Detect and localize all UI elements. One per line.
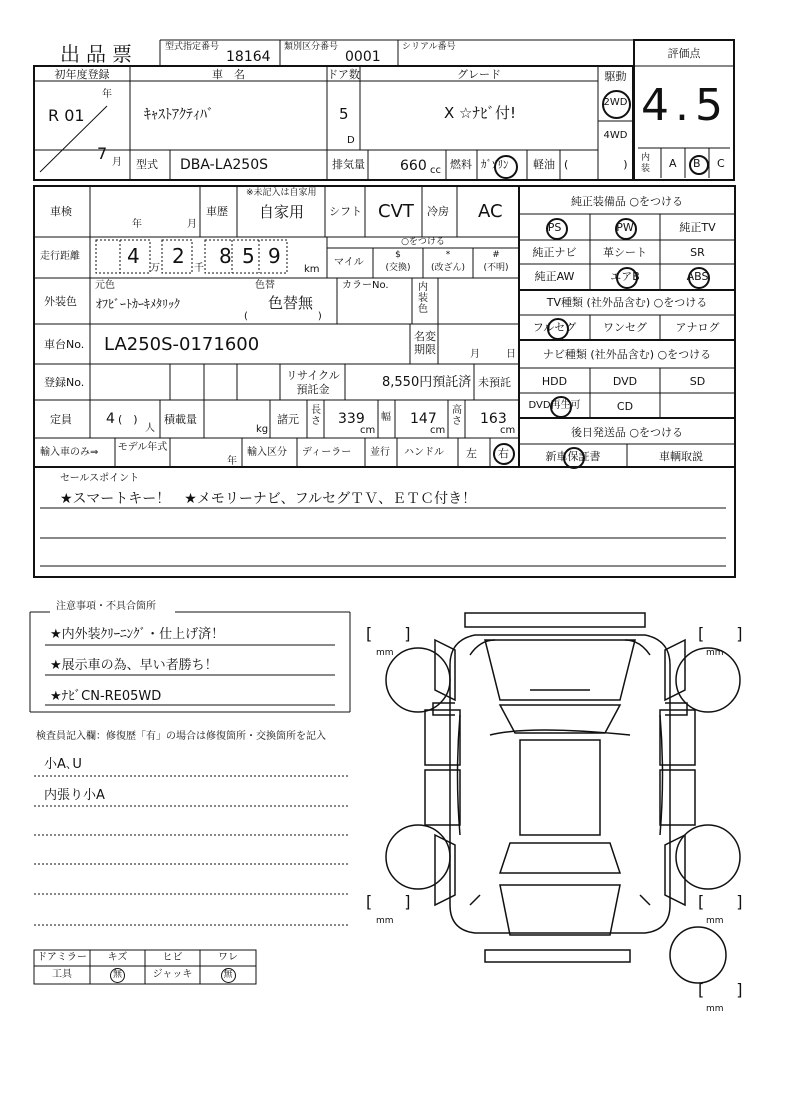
serial-label: シリアル番号: [402, 42, 456, 52]
notes-line-3: ★ﾅﾋﾞCN-RE05WD: [50, 689, 162, 704]
name-change-month: 月: [470, 349, 480, 360]
navi-sd: SD: [689, 375, 706, 388]
equip-leather: 革シート: [603, 246, 647, 259]
height-value: 163: [480, 411, 507, 427]
mileage-label: 走行距離: [40, 251, 80, 262]
length-value: 339: [338, 411, 365, 427]
check-crack: ヒビ: [162, 952, 183, 963]
unknown-label: (不明): [483, 263, 509, 273]
load-label: 積載量: [164, 413, 197, 426]
check-scratch: キズ: [107, 952, 128, 963]
tread-bracket-spare: [ ]: [698, 980, 743, 999]
mileage-unit-sen: 千: [194, 263, 204, 274]
equip-airbag-circle: [616, 267, 638, 289]
height-unit: cm: [500, 425, 516, 436]
handle-label: ハンドル: [404, 447, 444, 458]
tamper-label: (改ざん): [430, 263, 466, 273]
fuel-gasoline: ｶﾞｿﾘﾝ: [481, 158, 509, 171]
width-value: 147: [410, 411, 437, 427]
score-value: 4.5: [641, 80, 729, 131]
height-label: 高さ: [452, 405, 462, 427]
handle-right-circle: [493, 443, 515, 465]
equip-aw: 純正AW: [534, 270, 575, 283]
check-tools-circle: [110, 968, 125, 983]
equip-tv: 純正TV: [679, 221, 716, 234]
tread-bracket-fr: [ ]: [698, 624, 743, 643]
length-label: 長さ: [311, 405, 321, 427]
inspector-line-2: 内張り小A: [44, 788, 105, 803]
dealer-label: ディーラー: [302, 447, 352, 458]
inspector-line-1: 小A､U: [44, 757, 82, 772]
interior-b: B: [693, 157, 701, 170]
doors-label: ドア数: [327, 68, 360, 81]
shift-value: CVT: [378, 201, 414, 222]
mileage-mark-note: ○をつける: [401, 237, 445, 247]
history-value: 自家用: [259, 203, 305, 221]
recycle-status: 未預託: [478, 376, 511, 389]
mileage-unit-km: km: [304, 264, 320, 275]
recycle-label: リサイクル預託金: [286, 369, 340, 396]
sales-label: セールスポイント: [60, 473, 140, 484]
color-change-paren: ( ): [244, 311, 322, 322]
mileage-digit-4: 5: [242, 244, 255, 268]
drive-label: 駆動: [604, 70, 627, 83]
inspector-label: 検査員記入欄：修復歴「有」の場合は修復箇所・交換箇所を記入: [36, 731, 326, 742]
tread-bracket-fl: [ ]: [366, 624, 411, 643]
grade-value: X ☆ﾅﾋﾞ付!: [444, 104, 517, 122]
car-damage-diagram: [360, 595, 780, 1015]
check-break: ワレ: [218, 952, 238, 963]
post-manual: 車輌取説: [659, 450, 703, 463]
equip-ps: PS: [547, 221, 562, 234]
type-label: 型式: [136, 158, 158, 171]
tamper-symbol: *: [445, 250, 451, 260]
mileage-digit-1: 4: [127, 244, 140, 268]
equip-pw-circle: [615, 218, 637, 240]
int-color-label: 内装色: [418, 282, 428, 315]
ac-value: AC: [478, 201, 503, 222]
notes-label: 注意事項・不具合箇所: [56, 601, 156, 612]
unknown-symbol: #: [492, 250, 500, 260]
doors-value: 5: [339, 105, 349, 123]
capacity-paren: ( ): [118, 413, 138, 426]
recycle-value: 8,550円預託済: [382, 375, 472, 390]
handle-right: 右: [498, 447, 509, 460]
interior-b-circle: [689, 155, 709, 175]
color-label: 外装色: [44, 295, 77, 308]
name-change-label: 名変期限: [414, 330, 436, 356]
equip-abs: ABS: [686, 270, 709, 283]
width-label: 幅: [381, 412, 391, 423]
sales-line-1: ★スマートキー！ ★メモリーナビ、フルセグＴＶ、ＥＴＣ付き！: [60, 491, 477, 507]
displacement-unit: cc: [430, 165, 441, 176]
check-mirror: ドアミラー: [37, 952, 87, 963]
interior-label: 内装: [641, 153, 651, 174]
length-unit: cm: [360, 425, 376, 436]
tv-fullseg-circle: [547, 318, 569, 340]
exchange-label: (交換): [385, 263, 411, 273]
navi-dvd: DVD: [612, 375, 638, 388]
car-name-label: 車 名: [212, 68, 245, 81]
light-oil-label: 軽油: [533, 158, 555, 171]
first-reg-label: 初年度登録: [54, 68, 110, 81]
exchange-symbol: $: [395, 250, 401, 260]
shift-label: シフト: [329, 205, 362, 218]
tread-unit-rl: mm: [376, 916, 394, 926]
drive-2wd: 2WD: [603, 97, 628, 108]
inspection-label: 車検: [50, 205, 72, 218]
equip-pw: PW: [616, 221, 634, 234]
tv-analog: アナログ: [675, 321, 720, 334]
fuel-label: 燃料: [450, 158, 472, 171]
tread-unit-rr: mm: [706, 916, 724, 926]
mileage-unit-man: 万: [150, 263, 160, 274]
post-warranty-circle: [563, 447, 585, 469]
chassis-label: 車台No.: [44, 338, 85, 351]
displacement-label: 排気量: [332, 158, 365, 171]
notes-line-1: ★内外装ｸﾘｰﾆﾝｸﾞ・仕上げ済！: [50, 627, 225, 642]
class-code-label: 類別区分番号: [284, 42, 339, 52]
car-name-value: ｷｬｽﾄｱｸﾃｨﾊﾞ: [144, 107, 214, 123]
ac-label: 冷房: [427, 205, 449, 218]
orig-color-value: ｵﾌﾋﾞｰﾄｶｰｷﾒﾀﾘｯｸ: [96, 297, 181, 311]
model-year-unit: 年: [227, 456, 237, 467]
doors-type: D: [347, 135, 355, 146]
name-change-day: 日: [506, 349, 516, 360]
tread-unit-fl: mm: [376, 648, 394, 658]
first-reg-month: 7: [97, 144, 108, 163]
notes-line-2: ★展示車の為、早い者勝ち！: [50, 658, 218, 673]
color-change-label: 色替: [255, 280, 275, 291]
navi-cd: CD: [616, 400, 634, 413]
model-year-label: モデル年式: [117, 442, 168, 453]
check-jack-circle: [221, 968, 236, 983]
color-no-label: カラーNo.: [342, 280, 389, 291]
tread-unit-fr: mm: [706, 648, 724, 658]
mileage-digit-3: 8: [219, 244, 232, 268]
year-unit: 年: [102, 89, 112, 100]
load-unit: kg: [256, 424, 269, 435]
check-jack: ジャッキ: [152, 969, 193, 980]
model-code-value: 18164: [226, 49, 271, 65]
check-tools-value: 無: [112, 970, 122, 980]
equip-abs-circle: [688, 267, 710, 289]
equip-sr: SR: [690, 246, 705, 259]
equipment-header: 純正装備品 ○をつける: [570, 195, 684, 208]
equip-ps-circle: [546, 218, 568, 240]
navi-dvd-play-circle: [550, 396, 572, 418]
capacity-unit: 人: [145, 423, 155, 434]
score-label: 評価点: [667, 47, 701, 60]
drive-4wd: 4WD: [603, 130, 628, 141]
dims-label: 諸元: [277, 413, 299, 426]
history-note: ※未記入は自家用: [246, 188, 317, 198]
inspection-month-unit: 月: [187, 219, 197, 230]
parallel-label: 並行: [370, 447, 390, 458]
interior-c: C: [717, 157, 725, 170]
check-jack-value: 無: [223, 970, 233, 980]
chassis-value: LA250S-0171600: [104, 334, 260, 355]
tv-header: TV種類 (社外品含む) ○をつける: [546, 296, 708, 309]
post-warranty: 新車保証書: [545, 450, 601, 463]
class-code-value: 0001: [345, 49, 381, 65]
navi-dvd-play: DVD再生可: [528, 400, 581, 411]
tv-fullseg: フルセグ: [532, 321, 577, 334]
width-unit: cm: [430, 425, 446, 436]
check-tools: 工具: [52, 969, 72, 980]
month-unit: 月: [112, 157, 122, 168]
light-oil-value: ( ): [564, 158, 628, 171]
post-header: 後日発送品 ○をつける: [570, 426, 684, 439]
model-code-label: 型式指定番号: [165, 42, 220, 52]
displacement-value: 660: [400, 158, 427, 174]
interior-a: A: [669, 157, 677, 170]
tread-unit-spare: mm: [706, 1004, 724, 1014]
equip-navi: 純正ナビ: [532, 246, 577, 259]
inspection-year-unit: 年: [132, 219, 142, 230]
history-label: 車歴: [206, 205, 228, 218]
reg-no-label: 登録No.: [44, 376, 85, 389]
tread-bracket-rr: [ ]: [698, 892, 743, 911]
handle-left: 左: [466, 447, 477, 460]
grade-label: グレード: [457, 68, 501, 81]
import-label: 輸入車のみ⇒: [40, 447, 99, 458]
tv-oneseg: ワンセグ: [603, 321, 647, 334]
first-reg-era: R 01: [48, 106, 85, 125]
equip-airbag: エアB: [610, 270, 640, 283]
navi-hdd: HDD: [541, 375, 568, 388]
color-change-value: 色替無: [268, 294, 314, 312]
drive-2wd-circle: [602, 90, 631, 119]
import-type-label: 輸入区分: [247, 447, 287, 458]
orig-color-label: 元色: [95, 280, 115, 291]
tread-bracket-rl: [ ]: [366, 892, 411, 911]
mileage-digit-5: 9: [268, 244, 281, 268]
fuel-gasoline-circle: [494, 155, 518, 179]
form-title: 出品票: [60, 42, 138, 66]
capacity-value: 4: [106, 411, 115, 427]
mileage-digit-2: 2: [172, 244, 185, 268]
mile-label: マイル: [334, 257, 364, 268]
navi-header: ナビ種類 (社外品含む) ○をつける: [542, 348, 712, 361]
capacity-label: 定員: [50, 413, 72, 426]
type-value: DBA-LA250S: [180, 157, 269, 173]
